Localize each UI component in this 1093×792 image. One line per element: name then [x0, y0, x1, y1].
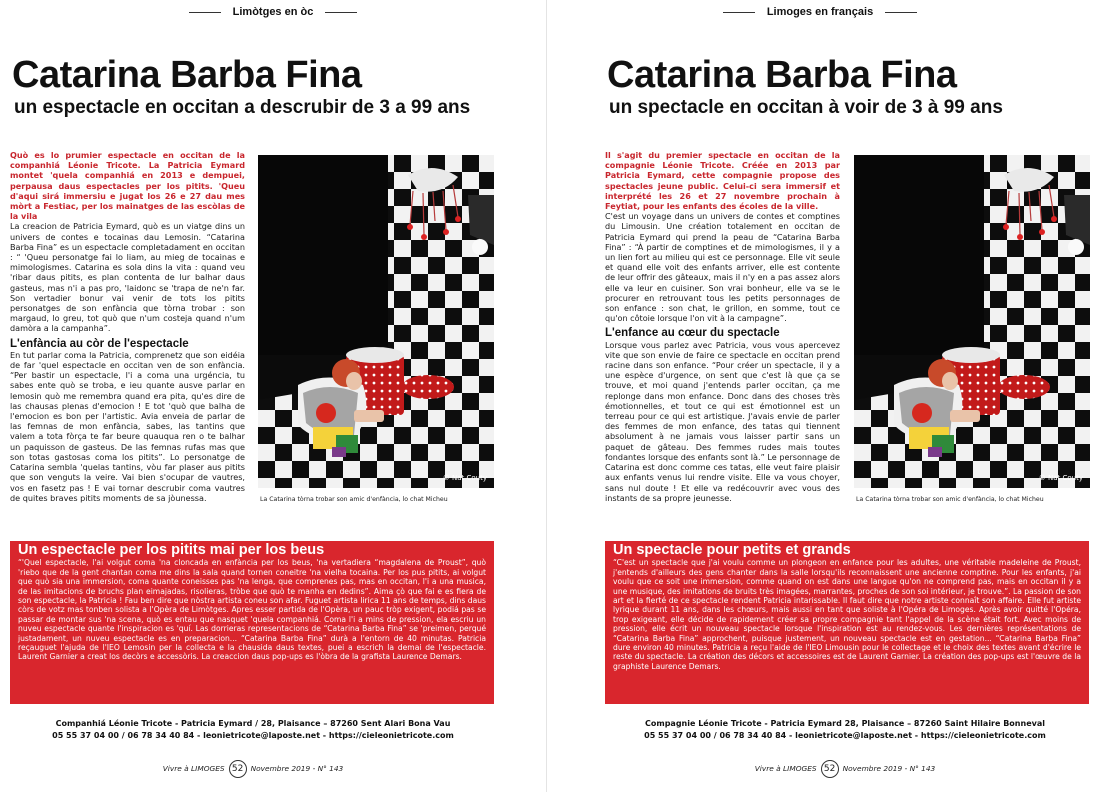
contact-footer [572, 718, 1093, 742]
box-title: Un espectacle per los pitits mai per los beus [18, 542, 325, 558]
body-paragraph: C'est un voyage dans un univers de contes et comptines du Limousin. Une création totalement en occitan de Patricia Eymard qui prend la peau de “Catarina Barba Fina” : “À partir de comptines et de mimologismes, il y a un lien fort au milieu qui est ce personnage. Elle vit seule et quand elle voit des enfants arriver, elle est contente de leur offrir des gâteaux, mais il n'y en a pas assez alors elle va leur en cuisiner. Son vrai bonheur, elle va se le procurer en retrouvant tous les petits personnages de son enfance : son chat, le grillon, en somme, tout ce qu'on côtoie lorsque l'on vit à la campagne”. [605, 211, 840, 324]
page-number: 52 [821, 760, 839, 778]
rule-left [189, 12, 221, 13]
lead-paragraph: Quò es lo prumier espectacle en occitan de la companhiá Léonie Tricote. La Patricia Eymard montet 'quela companhiá en 2013 e dempuei, perpausa daus espectacles per los pitits. 'Queu d'aqui sirá immersiu e jugat los 26 e 27 dau mes mòrt a Festiac, per los mainatges de las escòlas de la vila [10, 150, 245, 222]
section-header [0, 6, 546, 18]
contact-details: 05 55 37 04 00 / 06 78 34 40 84 - leonietricote@laposte.net - https://cieleonietricote.com [52, 731, 454, 740]
contact-address: Compagnie Léonie Tricote - Patricia Eymard 28, Plaisance – 87260 Saint Hilaire Bonneval [645, 719, 1045, 728]
rule-right [885, 12, 917, 13]
section-label: Limoges en français [766, 6, 874, 18]
contact-details: 05 55 37 04 00 / 06 78 34 40 84 - leonietricote@laposte.net - https://cieleonietricote.com [644, 731, 1046, 740]
section-header [547, 6, 1093, 18]
body-paragraph: En tut parlar coma la Patricia, comprenetz que son eidéia de far 'quel espectacle en occitan ven de son enfància. “Per bastir un espectacle, l'i a coma una urgéncia, tu sabes ente quò se troba, e ieu quante ausve parlar en lemosin quò me remembra quand era pita, qu'es dire de las chausas plenas d'emocion ! E tot 'quò que balha de l'emocion es bon per l'artistic. Avia enveia de parlar de las femnas de mon enfància, sabes, las tantins que valem a tota fòrça te far beure quauqua ren o te balhar un paquisson de gasteus. De las femnas rufas mas que son totas gastosas coma los pitits”. Lo personatge de Catarina sembla 'quelas tantins, vòu far plaser aus pitits que son venguts la veire. Vai bien s'ocupar de vautres, vos en fasetz pas ! E vai tornar descrubir coma vautres de quites braves pitits moments de sa jòunessa. [10, 349, 245, 503]
lead-paragraph: Il s'agit du premier spectacle en occitan de la compagnie Léonie Tricote. Créée en 2013 par Patricia Eymard, cette compagnie propose des spectacles jeune public. Celui-ci sera immersif et interprété les 26 et 27 novembre prochain à Feytiat, pour les enfants des écoles de la ville. [605, 150, 840, 212]
issue-info: Novembre 2019 - N° 143 [250, 764, 344, 773]
page-number: 52 [229, 760, 247, 778]
photo-caption: La Catarina tòrna trobar son amic d'enfància, lo chat Micheu [260, 496, 448, 503]
photo-caption: La Catarina tòrna trobar son amic d'enfància, lo chat Micheu [856, 496, 1044, 503]
photo-credit: © Nat Couty [442, 474, 487, 482]
rule-right [325, 12, 357, 13]
contact-address: Companhiá Léonie Tricote - Patricia Eymard / 28, Plaisance – 87260 Sent Alari Bona Vau [55, 719, 451, 728]
rule-left [723, 12, 755, 13]
page-occitan [0, 0, 546, 792]
magazine-name: Vivre à LIMOGES [162, 764, 225, 773]
stage-photo-image [258, 155, 494, 488]
box-title: Un spectacle pour petits et grands [613, 542, 851, 558]
article-subtitle: un spectacle en occitan à voir de 3 à 99 ans [609, 97, 1003, 118]
issue-info: Novembre 2019 - N° 143 [842, 764, 936, 773]
stage-photo-image [854, 155, 1090, 488]
subheading: L'enfance au cœur du spectacle [605, 327, 780, 340]
box-text: “'Quel espectacle, l'ai volgut coma 'na cloncada en enfància per los beus, 'na vertadiera “magdalena de Proust”, quò 'riebo que de la gent chantan coma me dins la sala quand tornen coneitre 'na vielha tocaina. Per los pus pitits, ai volgut que quò sia una immersion, coma quante coneisses pas 'na lenga, que comprenes pas, mas en occitan, l'i a una musica, de las imitacions de bruchs plan eimajadas, risolieras, tròbe que quò te manha en dedins”. Aima çò que fai e es fiera de son espectacle, la Patricia ! Fau ben dire que nòstra artista coneu son afar. Fuguet artista lirica 11 ans de temps, dins daus còrs de votz mas tonben solista a l'Opèra de Limòtges. Apres esser partida de l'Opèra, un pauc tròp exigent, podiá pas se passar de montar sus 'na scena, quò es entau que nasquet 'quela companhiá. Coma l'i a mins de pression, ela escriu un nuveu espectacle quante l'inspiracion es 'quí. Las dorrieras representacions de “Catarina Barba Fina” se 'preimen, perqué justadament, un nuveu espectacle es en preparacion... “Catarina Barba Fina” durà a l'entorn de 40 minutas. Patricia reçauguet l'ajuda de l'IEO Lemosin per la collecta e la chausida daus textes, puei a escrich la demai de l'espectacle. Laurent Garnier a creat los decòrs e accessòris. La creaccion daus pop-ups es l'òbra de la grafista Laurence Demars. [18, 558, 486, 662]
article-subtitle: un espectacle en occitan a descrubir de 3 a 99 ans [14, 97, 471, 118]
photo-credit: © Nat Couty [1038, 474, 1083, 482]
folio [0, 760, 526, 778]
body-paragraph: La creacion de Patricia Eymard, quò es un viatge dins un univers de contes e tocainas dau Lemosin. “Catarina Barba Fina” es un espectacle completadament en occitan : “ 'Queu personatge fai lo liam, au mieg de tocainas e mimologismes. Catarina es sola dins la vita : quand veu 'ribar daus pitits, es plan contenta de lur balhar daus gasteus, mas n'i a pas pro, 'laidonc se 'trapa de ne'n far. Son vertadier bonur vai venir de tots los pitits personatges de son enfància que tòrna trobar : son margaud, lo greu, tot quò que n'um costeja quand n'um damòra a la campanha”. [10, 221, 245, 334]
subheading: L'enfància au còr de l'espectacle [10, 337, 189, 350]
article-body [605, 150, 840, 503]
box-text: “C'est un spectacle que j'ai voulu comme un plongeon en enfance pour les adultes, une véritable madeleine de Proust, j'entends d'ailleurs des gens chanter dans la salle lorsqu'ils reconnaissent une ancienne comptine. Pour les enfants, j'ai voulu que ce soit une immersion, comme quand on est dans une langue qu'on ne comprend pas, mais en occitan il y a une musique, des imitations de bruits très imagées, marrantes, proches de son soi intérieur, je trouve.”. La passion de son art et la fierté de ce spectacle rendent Patricia intarissable. Il faut dire que notre artiste connaît son affaire. Elle fut artiste lyrique durant 11 ans, dans les chœurs, mais aussi en tant que soliste à l'Opéra de Limoges. Après avoir quitté l'Opéra, trop exigeant, elle décide de rapidement créer sa propre compagnie tant l'appel de la scène était fort. Avec moins de pression, elle écrit un nouveau spectacle lorsque l'inspiration est au rendez-vous. Les dernières représentations de “Catarina Barba Fina” approchent, puisque justement, un nouveau spectacle est en gestation... “Catarina Barba Fina” dure environ 40 minutes. Patricia a reçu l'aide de l'IEO Limousin pour le collectage et le choix des textes avant d'écrire le reste du spectacle. La création des décors et accessoires est de Laurent Garnier. La création des pop-ups est l'œuvre de la graphiste Laurence Demars. [613, 558, 1081, 671]
contact-footer [0, 718, 526, 742]
body-paragraph: Lorsque vous parlez avec Patricia, vous vous apercevez vite que son envie de faire ce spectacle en occitan prend racine dans son enfance. “Pour créer un spectacle, il y a une espèce d'urgence, on sent que c'est là que ça se trouve, et moi quand j'entends parler occitan, ça me replonge dans mon enfance. Donc dans des choses très émotionnelles, et tout ce qui est émotionnel est un terreau pour ce qui est artistique. J'avais envie de parler des femmes de mon enfance, des tatas qui tiennent absolument à ne jamais vous laisser partir sans un paquet de gâteau. Des femmes rudes mais toutes fondantes lorsque des enfants sont là.” Le personnage de Catarina est donc comme ces tatas, elle veut faire plaisir aux enfants venus lui rendre visite. Elle va vous choyer, sans nul doute ! Et elle va redécouvrir avec vous des instants de sa propre jeunesse. [605, 339, 840, 503]
article-body [10, 150, 245, 503]
article-title: Catarina Barba Fina [607, 54, 957, 96]
highlight-box [605, 541, 1089, 704]
magazine-name: Vivre à LIMOGES [754, 764, 817, 773]
highlight-box [10, 541, 494, 704]
stage-photo [854, 155, 1090, 488]
section-label: Limòtges en òc [232, 6, 314, 18]
article-title: Catarina Barba Fina [12, 54, 362, 96]
stage-photo [258, 155, 494, 488]
page-french [547, 0, 1093, 792]
folio [572, 760, 1093, 778]
